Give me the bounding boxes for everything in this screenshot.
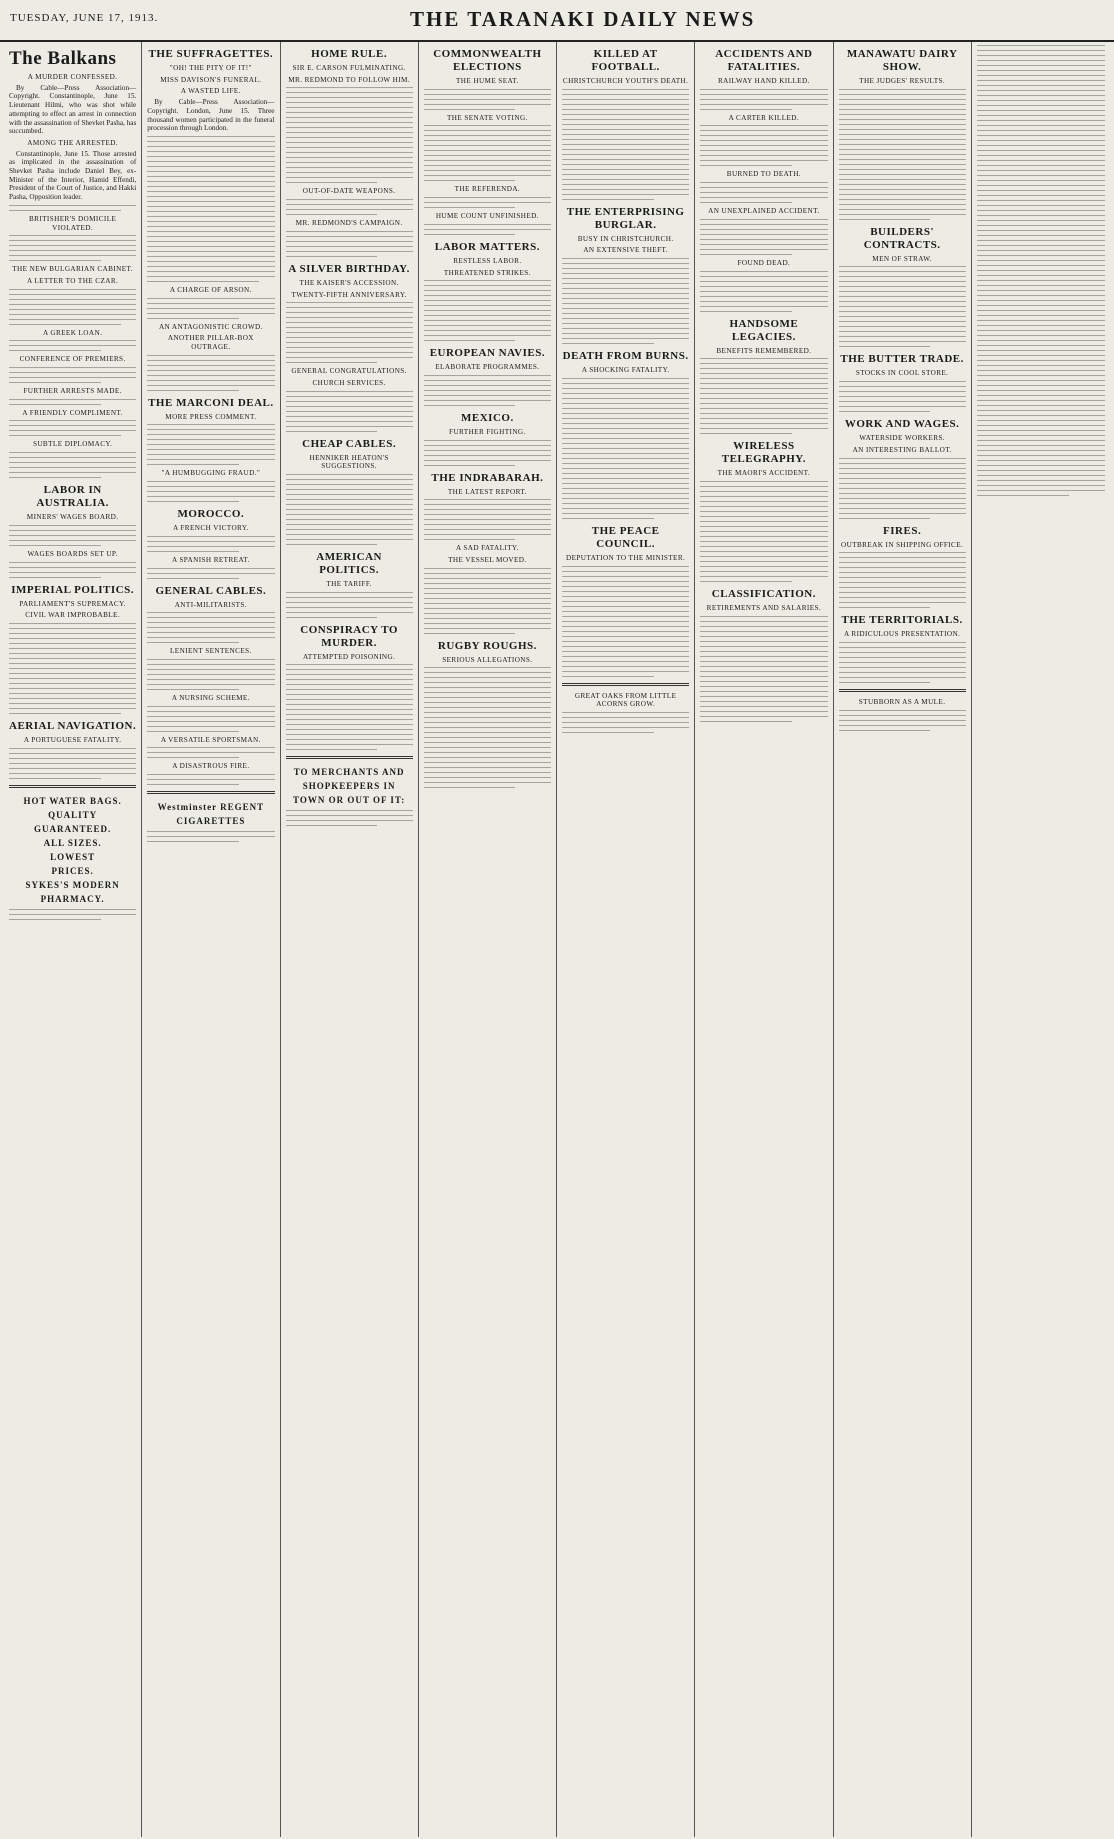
subhead: SUBTLE DIPLOMACY. xyxy=(32,440,113,449)
subhead: A VERSATILE SPORTSMAN. xyxy=(160,735,261,744)
subhead: SERIOUS ALLEGATIONS. xyxy=(442,655,533,664)
subhead: A SHOCKING FATALITY. xyxy=(581,366,670,375)
column-8 xyxy=(972,42,1110,1837)
headline-handsome-legacies: HANDSOME LEGACIES. xyxy=(729,317,799,343)
subhead: GENERAL CONGRATULATIONS. xyxy=(291,367,407,376)
headline-killed-football: KILLED AT FOOTBALL. xyxy=(591,48,660,73)
subhead: OUT-OF-DATE WEAPONS. xyxy=(302,187,396,196)
article-text: Constantinople, June 15. Those arrested as implicated in the assassination of Shevket Pasha include Daniel Bey, ex-Minister of the Interior, Hamid Effendi, President of the Court of Justice, and Hakki Pasha, Opposition leader. xyxy=(9,149,137,202)
subhead: A CHARGE OF ARSON. xyxy=(169,285,252,294)
headline-conspiracy: CONSPIRACY TO MURDER. xyxy=(300,623,398,649)
column-1 xyxy=(4,42,142,1837)
subhead: CHURCH SERVICES. xyxy=(312,378,386,387)
headline-wireless: WIRELESS TELEGRAPHY. xyxy=(721,440,806,466)
subhead: THE REFERENDA. xyxy=(454,185,521,194)
advert-line: HOT WATER BAGS. xyxy=(23,795,122,806)
subhead: A FRIENDLY COMPLIMENT. xyxy=(22,408,123,417)
subhead: AN ANTAGONISTIC CROWD. xyxy=(158,322,263,331)
subhead: CIVIL WAR IMPROBABLE. xyxy=(25,611,121,620)
headline-butter-trade: THE BUTTER TRADE. xyxy=(840,353,964,366)
subhead: MEN OF STRAW. xyxy=(872,254,932,263)
subhead: FURTHER ARRESTS MADE. xyxy=(23,387,122,396)
column-3 xyxy=(281,42,419,1837)
headline-aerial-navigation: AERIAL NAVIGATION. xyxy=(9,719,137,732)
subhead: BURNED TO DEATH. xyxy=(726,170,801,179)
advert-line: PRICES. xyxy=(51,865,94,876)
subhead: THE JUDGES' RESULTS. xyxy=(859,77,946,85)
subhead: THE TARIFF. xyxy=(326,580,372,589)
subhead: MORE PRESS COMMENT. xyxy=(165,412,257,421)
subhead: CONFERENCE OF PREMIERS. xyxy=(19,355,126,364)
article-text: By Cable—Press Association—Copyright. London, June 15. Three thousand women participated in the funeral procession through London. xyxy=(147,98,275,133)
subhead: TWENTY-FIFTH ANNIVERSARY. xyxy=(291,290,407,299)
subhead: MISS DAVISON'S FUNERAL. xyxy=(160,75,262,84)
advert-line: SYKES'S MODERN PHARMACY. xyxy=(25,879,120,904)
subhead: BENEFITS REMEMBERED. xyxy=(716,346,812,355)
headline-mexico: MEXICO. xyxy=(461,411,514,424)
article-text: By Cable—Press Association—Copyright. Constantinople, June 15. Lieutenant Hilmi, who was shot while attempting to effect an arrest in connection with the assassination of Shevket Pasha, has succumbed. xyxy=(9,83,137,136)
headline-cheap-cables: CHEAP CABLES. xyxy=(302,437,397,450)
advert-heading: STUBBORN AS A MULE. xyxy=(858,697,946,706)
advert-line: Westminster REGENT CIGARETTES xyxy=(157,802,265,827)
newspaper-title: THE TARANAKI DAILY NEWS xyxy=(410,7,756,31)
headline-accidents: ACCIDENTS AND FATALITIES. xyxy=(715,48,813,73)
subhead: A NURSING SCHEME. xyxy=(171,693,250,702)
subhead: RESTLESS LABOR. xyxy=(453,256,522,265)
subhead: HUME COUNT UNFINISHED. xyxy=(435,212,539,221)
headline-home-rule: HOME RULE. xyxy=(311,48,388,60)
subhead: AN EXTENSIVE THEFT. xyxy=(583,246,668,255)
headline-builders-contracts: BUILDERS' CONTRACTS. xyxy=(863,225,941,251)
columns xyxy=(4,42,1110,1837)
advert-line: LOWEST xyxy=(50,851,96,862)
subhead: THE NEW BULGARIAN CABINET. xyxy=(12,265,133,274)
headline-silver-birthday: A SILVER BIRTHDAY. xyxy=(288,262,410,275)
subhead: ATTEMPTED POISONING. xyxy=(302,652,396,661)
subhead: THE KAISER'S ACCESSION. xyxy=(299,278,399,287)
subhead: CHRISTCHURCH YOUTH'S DEATH. xyxy=(562,77,689,85)
subhead: STOCKS IN COOL STORE. xyxy=(855,369,949,378)
column-6 xyxy=(695,42,833,1837)
advert-line: ALL SIZES. xyxy=(43,837,102,848)
subhead: A FRENCH VICTORY. xyxy=(173,524,249,533)
subhead: FOUND DEAD. xyxy=(737,258,791,267)
headline-balkans: The Balkans xyxy=(9,48,117,69)
column-4 xyxy=(419,42,557,1837)
column-5 xyxy=(557,42,695,1837)
subhead: THREATENED STRIKES. xyxy=(443,268,531,277)
subhead: A CARTER KILLED. xyxy=(728,113,800,122)
column-2 xyxy=(142,42,280,1837)
subhead: THE HUME SEAT. xyxy=(455,77,519,85)
subhead: AN UNEXPLAINED ACCIDENT. xyxy=(708,207,820,216)
headline-general-cables: GENERAL CABLES. xyxy=(155,584,267,597)
subhead: A RIDICULOUS PRESENTATION. xyxy=(844,630,961,639)
subhead: MINERS' WAGES BOARD. xyxy=(26,513,119,522)
subhead: A SPANISH RETREAT. xyxy=(172,555,250,564)
subhead: THE SENATE VOTING. xyxy=(447,113,528,122)
subhead: ELABORATE PROGRAMMES. xyxy=(435,363,540,372)
subhead: THE LATEST REPORT. xyxy=(447,487,527,496)
headline-american-politics: AMERICAN POLITICS. xyxy=(316,551,382,577)
subhead: RETIREMENTS AND SALARIES. xyxy=(706,603,822,612)
headline-labor-matters: LABOR MATTERS. xyxy=(434,240,540,253)
masthead xyxy=(0,0,1114,42)
headline-enterprising-burglar: THE ENTERPRISING BURGLAR. xyxy=(566,205,685,231)
issue-date: TUESDAY, JUNE 17, 1913. xyxy=(10,12,159,24)
column-7 xyxy=(834,42,972,1837)
advert-heading: GREAT OAKS FROM LITTLE ACORNS GROW. xyxy=(574,691,677,709)
subhead: AN INTERESTING BALLOT. xyxy=(852,445,952,454)
headline-imperial-politics: IMPERIAL POLITICS. xyxy=(11,583,134,596)
subhead: PARLIAMENT'S SUPREMACY. xyxy=(19,599,126,608)
headline-marconi: THE MARCONI DEAL. xyxy=(148,396,274,409)
headline-european-navies: EUROPEAN NAVIES. xyxy=(429,347,546,360)
headline-rugby-roughs: RUGBY ROUGHS. xyxy=(437,639,537,652)
headline-morocco: MOROCCO. xyxy=(177,508,245,521)
subhead: A PORTUGUESE FATALITY. xyxy=(23,735,122,744)
subhead: ANOTHER PILLAR-BOX OUTRAGE. xyxy=(167,334,254,352)
headline-commonwealth-elections: COMMONWEALTH ELECTIONS xyxy=(433,48,542,73)
subhead: RAILWAY HAND KILLED. xyxy=(717,77,810,85)
subhead: BUSY IN CHRISTCHURCH. xyxy=(577,234,674,243)
subhead: ANTI-MILITARISTS. xyxy=(174,600,248,609)
headline-territorials: THE TERRITORIALS. xyxy=(841,614,963,627)
subhead: A SAD FATALITY. xyxy=(455,544,519,553)
headline-indrabarah: THE INDRABARAH. xyxy=(431,471,544,484)
headline-work-wages: WORK AND WAGES. xyxy=(844,418,960,431)
subhead: BRITISHER'S DOMICILE VIOLATED. xyxy=(28,214,117,232)
subhead: OUTBREAK IN SHIPPING OFFICE. xyxy=(841,540,964,549)
subhead: FURTHER FIGHTING. xyxy=(449,427,526,436)
subhead: HENNIKER HEATON'S SUGGESTIONS. xyxy=(309,453,389,471)
subhead: WAGES BOARDS SET UP. xyxy=(27,549,118,558)
subhead: AMONG THE ARRESTED. xyxy=(27,138,118,147)
subhead: SIR E. CARSON FULMINATING. xyxy=(292,64,406,72)
headline-labor-australia: LABOR IN AUSTRALIA. xyxy=(36,484,109,510)
subhead: A LETTER TO THE CZAR. xyxy=(26,276,119,285)
subhead: "OH! THE PITY OF IT!" xyxy=(169,64,252,72)
subhead: MR. REDMOND'S CAMPAIGN. xyxy=(295,219,403,228)
headline-peace-council: THE PEACE COUNCIL. xyxy=(591,524,660,550)
advert-line: QUALITY GUARANTEED. xyxy=(33,809,112,834)
subhead: THE VESSEL MOVED. xyxy=(448,556,527,565)
headline-death-burns: DEATH FROM BURNS. xyxy=(562,350,689,363)
headline-suffragettes: THE SUFFRAGETTES. xyxy=(148,48,274,60)
subhead: DEPUTATION TO THE MINISTER. xyxy=(566,553,686,562)
subhead: A MURDER CONFESSED. xyxy=(27,73,118,81)
subhead: "A HUMBUGGING FRAUD." xyxy=(161,469,261,478)
subhead: WATERSIDE WORKERS. xyxy=(859,434,945,443)
subhead: THE MAORI'S ACCIDENT. xyxy=(717,469,811,478)
subhead: MR. REDMOND TO FOLLOW HIM. xyxy=(288,75,411,84)
subhead: A DISASTROUS FIRE. xyxy=(172,762,250,771)
subhead: LENIENT SENTENCES. xyxy=(170,647,252,656)
headline-classification: CLASSIFICATION. xyxy=(711,587,816,600)
headline-fires: FIRES. xyxy=(883,524,922,537)
subhead: A WASTED LIFE. xyxy=(180,87,241,96)
headline-manawatu-dairy: MANAWATU DAIRY SHOW. xyxy=(846,48,958,73)
subhead: A GREEK LOAN. xyxy=(42,328,103,337)
advert-line: TO MERCHANTS AND SHOPKEEPERS IN TOWN OR OUT OF IT: xyxy=(293,767,406,806)
